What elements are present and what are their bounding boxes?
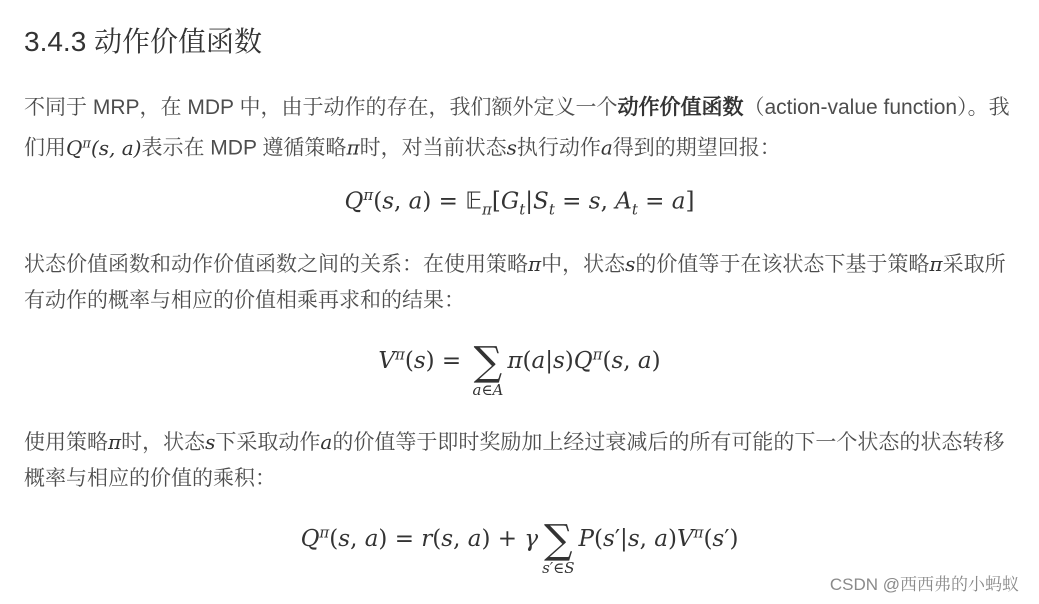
paragraph-text: 的价值等于在该状态下基于策略 — [635, 253, 930, 276]
section-heading: 3.4.3 动作价值函数 — [24, 26, 263, 57]
sum-operator: ∑ s′∈S — [542, 517, 575, 577]
paragraph-text: 表示在 MDP 遵循策略 — [141, 136, 347, 160]
csdn-watermark: CSDN @西西弗的小蚂蚁 — [829, 575, 1019, 594]
inline-math-pi: π — [108, 430, 122, 454]
sum-subscript: s′∈S — [542, 559, 575, 577]
inline-math-a: a — [320, 430, 333, 454]
inline-math-a: a — [600, 135, 613, 160]
inline-math-pi: π — [528, 252, 542, 276]
sum-operator: ∑ a∈A — [472, 339, 504, 399]
bold-term: 动作价值函数 — [617, 96, 744, 119]
paragraph-text: 不同于 MRP，在 MDP 中，由于动作的存在，我们额外定义一个 — [24, 96, 618, 119]
inline-math-s: s — [506, 135, 517, 160]
paragraph-text: 时，对当前状态 — [359, 136, 507, 160]
sum-subscript: a∈A — [472, 381, 504, 399]
formula-q-bellman: $Q^\pi(s$, a) = r(s, a) + γ ∑ s′∈S P(s′|s, $a)V^\pi(s')$ — [300, 517, 739, 577]
paragraph-bellman-q — [24, 424, 1016, 497]
inline-math-pi: π — [346, 135, 360, 160]
paragraph-value-relation — [24, 246, 1016, 319]
paragraph-text: 使用策略 — [24, 431, 108, 454]
inline-math-s: s — [625, 252, 636, 276]
paragraph-text: 下采取动作 — [215, 431, 321, 454]
paragraph-text: 中，状态 — [541, 253, 626, 276]
inline-math-s: s — [205, 430, 216, 454]
paragraph-text: 的价值等于即时奖励加上经过衰减后的所有可能的下一个状态的状态转移概率与相应的价值的乘积： — [24, 431, 1005, 490]
inline-math-pi: π — [929, 252, 943, 276]
formula-v-from-q: $V^\pi(s)$ = ∑ a∈A $\pi(a|s)Q^\pi(s$, a) — [378, 339, 661, 399]
paragraph-text: 执行动作 — [516, 136, 601, 160]
paragraph-text: 状态价值函数和动作价值函数之间的关系：在使用策略 — [24, 253, 528, 276]
paragraph-action-value-definition — [24, 90, 1016, 167]
paragraph-text: （action-value function）。我们用 — [24, 96, 1010, 160]
paragraph-text: 时，状态 — [121, 431, 206, 454]
paragraph-text: 得到的期望回报： — [612, 136, 781, 160]
inline-math-q: $Q^\pi(s$, a) — [66, 135, 142, 160]
formula-q-definition: $Q^\pi(s$, $a) = 𝔼_\pi[G_t|S_t = s$, $A_t = a$] — [344, 186, 695, 219]
paragraph-text: 采取所有动作的概率与相应的价值相乘再求和的结果： — [24, 253, 1006, 312]
